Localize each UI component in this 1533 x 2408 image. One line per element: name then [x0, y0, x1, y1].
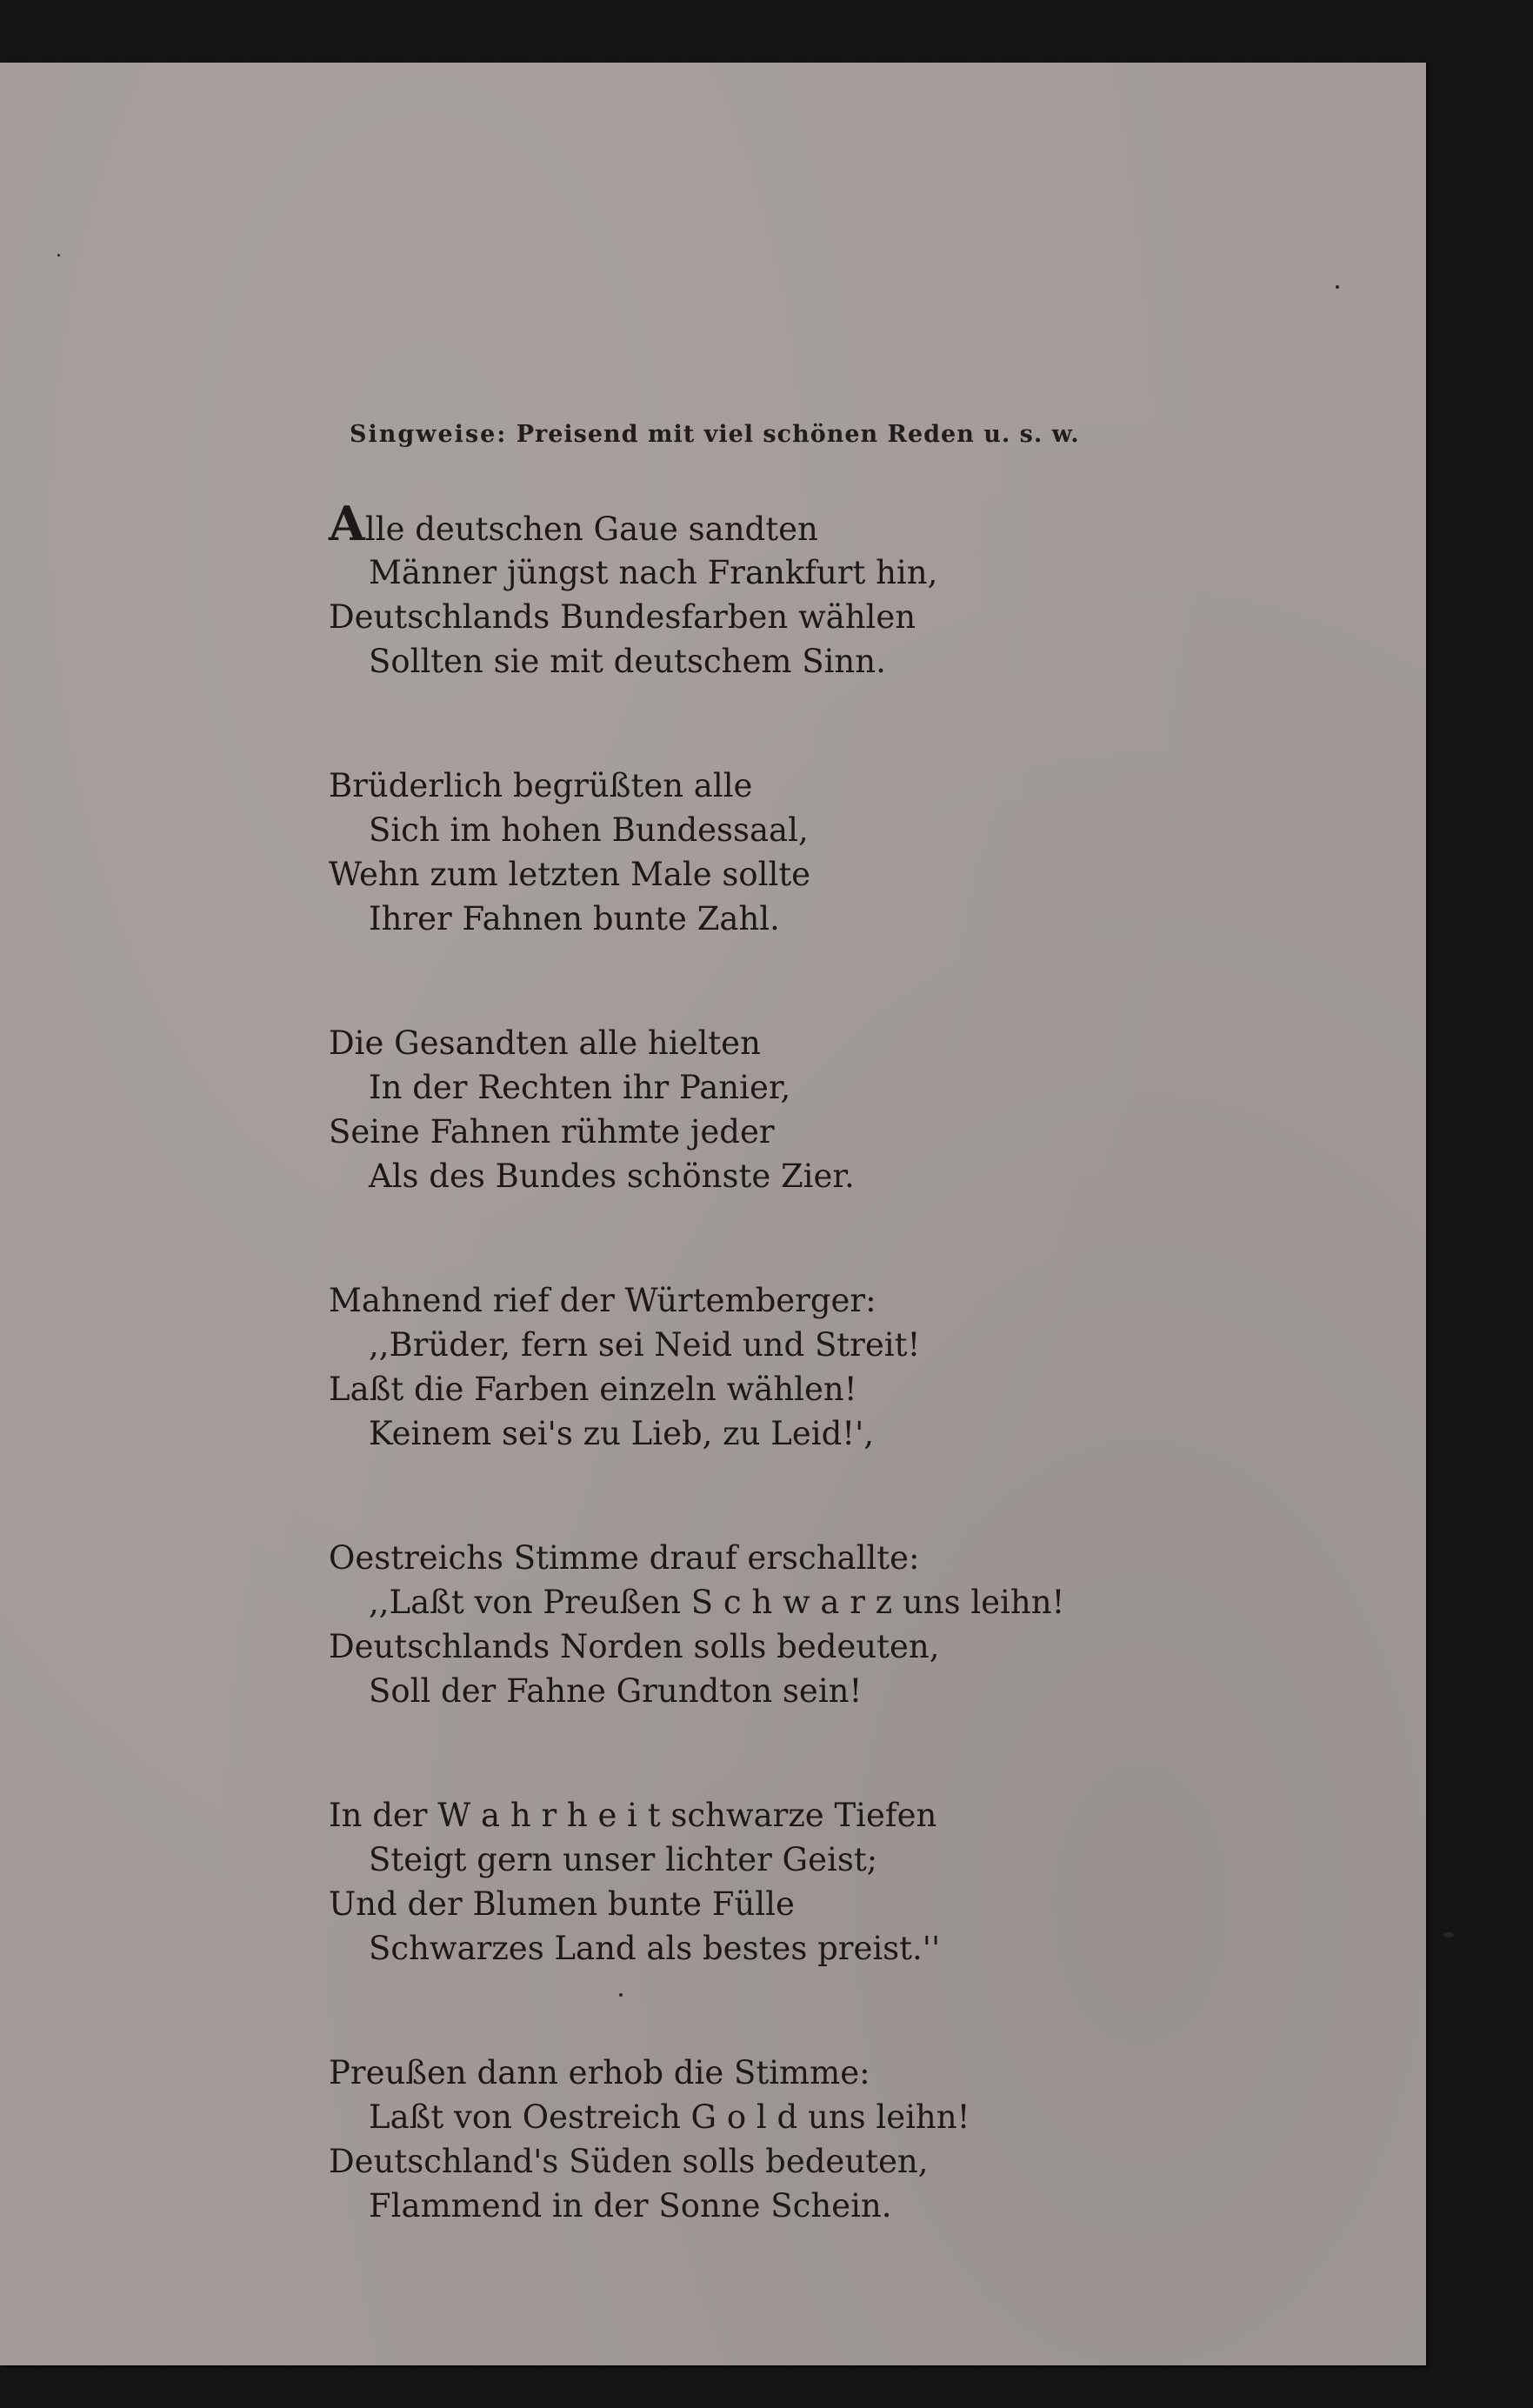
- verse-line-text: lle deutschen Gaue sandten: [364, 510, 818, 548]
- ink-speck: [1443, 1932, 1454, 1938]
- verse-line: Deutschlands Bundesfarben wählen: [329, 598, 916, 636]
- verse-line: ,,Laßt von Preußen S c h w a r z uns leihn!: [369, 1584, 1065, 1621]
- stanza-3: [329, 1021, 1198, 1198]
- stanza-1: [329, 496, 1198, 684]
- stanza-6: [329, 1793, 1198, 1971]
- verse-line: In der W a h r h e i t schwarze Tiefen: [329, 1797, 937, 1834]
- verse-line: Keinem sei's zu Lieb, zu Leid!',: [369, 1415, 875, 1452]
- verse-line: Steigt gern unser lichter Geist;: [369, 1841, 878, 1878]
- ink-speck: [1336, 285, 1339, 289]
- verse-line: Und der Blumen bunte Fülle: [329, 1885, 795, 1923]
- verse-line: Mahnend rief der Würtemberger:: [329, 1282, 876, 1319]
- verse-line: Männer jüngst nach Frankfurt hin,: [369, 554, 938, 591]
- verse-line: Wehn zum letzten Male sollte: [329, 856, 811, 893]
- verse-line: [329, 496, 1198, 551]
- stanza-5: [329, 1536, 1198, 1713]
- verse-line: Oestreichs Stimme drauf erschallte:: [329, 1539, 920, 1577]
- verse-line: In der Rechten ihr Panier,: [369, 1069, 791, 1106]
- verse-line: ,,Brüder, fern sei Neid und Streit!: [369, 1326, 921, 1364]
- stanza-4: [329, 1278, 1198, 1456]
- verse-line: Soll der Fahne Grundton sein!: [369, 1672, 863, 1710]
- melody-text: Preisend mit viel schönen Reden u. s. w.: [516, 421, 1080, 448]
- verse-line: Laßt die Farben einzeln wählen!: [329, 1371, 857, 1408]
- stanza-7: [329, 2051, 1198, 2228]
- verse-line: Seine Fahnen rühmte jeder: [329, 1113, 775, 1151]
- ink-speck: [57, 254, 60, 257]
- verse-line: Brüderlich begrüßten alle: [329, 767, 753, 804]
- poem: [329, 496, 1198, 2308]
- verse-line: Laßt von Oestreich G o l d uns leihn!: [369, 2098, 970, 2136]
- verse-line: Als des Bundes schönste Zier.: [369, 1157, 855, 1195]
- verse-line: Sich im hohen Bundessaal,: [369, 811, 809, 849]
- verse-line: Preußen dann erhob die Stimme:: [329, 2054, 870, 2091]
- melody-label: Singweise:: [350, 421, 508, 448]
- verse-line: Deutschland's Süden solls bedeuten,: [329, 2143, 929, 2180]
- verse-line: Sollten sie mit deutschem Sinn.: [369, 643, 886, 680]
- stanza-2: [329, 764, 1198, 941]
- verse-line: Flammend in der Sonne Schein.: [369, 2187, 892, 2225]
- melody-note: [350, 421, 1080, 448]
- verse-line: Deutschlands Norden solls bedeuten,: [329, 1628, 940, 1665]
- drop-cap: A: [329, 496, 365, 551]
- verse-line: Ihrer Fahnen bunte Zahl.: [369, 900, 780, 937]
- verse-line: Schwarzes Land als bestes preist.'': [369, 1930, 941, 1967]
- verse-line: Die Gesandten alle hielten: [329, 1024, 761, 1062]
